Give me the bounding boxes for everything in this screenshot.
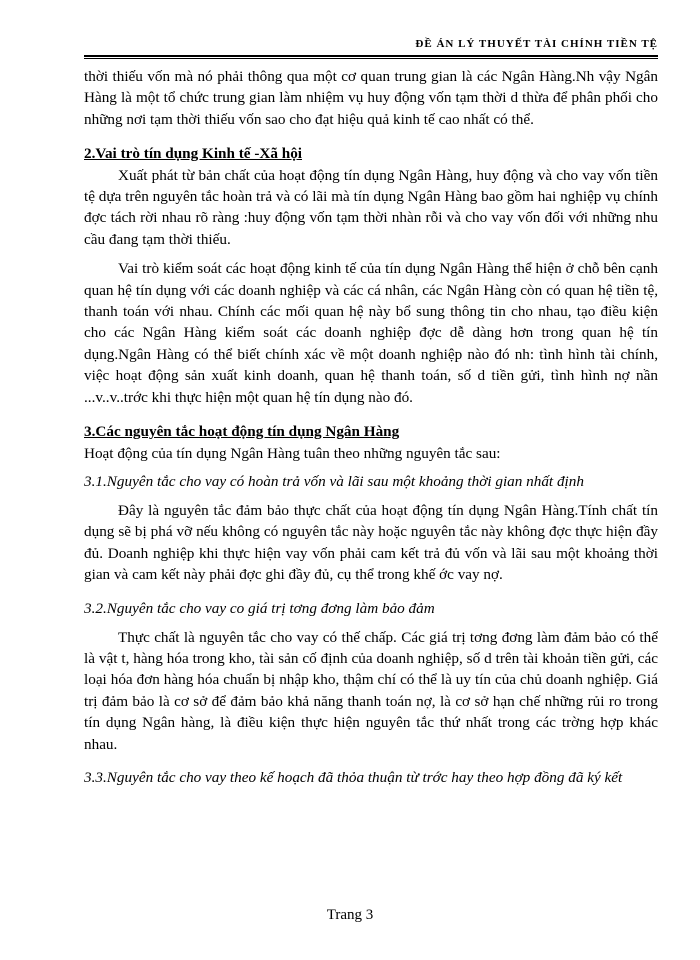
section-3-1-paragraph: Đây là nguyên tắc đảm bảo thực chất của hoạt động tín dụng Ngân Hàng.Tính chất tín dụng sẽ bị phá vỡ nếu không có nguyên tắc này hoặc nguyên tắc này không đợc thực hiện đầy đủ. Doanh nghiệp khi thực hiện vay vốn phải cam kết trả đủ vốn và lãi sau một khoảng thời gian và cam kết này phải đợc ghi đầy đủ, cụ thể trong khế ớc vay nợ. xyxy=(84,501,658,584)
section-3-3-heading: 3.3.Nguyên tắc cho vay theo kế hoạch đã thỏa thuận từ trớc hay theo hợp đồng đã ký kết xyxy=(84,768,623,786)
section-2-paragraph-2: Vai trò kiểm soát các hoạt động kinh tế của tín dụng Ngân Hàng thể hiện ở chỗ bên cạnh quan hệ tín dụng với các doanh nghiệp và các cá nhân, các Ngân Hàng còn có quan hệ tiền tệ, thanh toán với nhau. Chính các mối quan hệ này bổ sung thông tin cho nhau, tạo điều kiện cho các Ngân Hàng kiểm soát các doanh nghiệp đợc dễ dàng hơn trong quan hệ tín dụng.Ngân Hàng có thể biết chính xác về một doanh nghiệp nào đó nh: tình hình tài chính, việc hoạt động sản xuất kinh doanh, quan hệ thanh toán, số d tiền gửi, tình hình nợ nần ...v..v..trớc khi thực hiện một quan hệ tín dụng nào đó. xyxy=(84,260,658,406)
section-3-2-heading: 3.2.Nguyên tắc cho vay co giá trị tơng đơng làm bảo đảm xyxy=(84,599,435,617)
section-3-heading: 3.Các nguyên tắc hoạt động tín dụng Ngân Hàng xyxy=(84,423,400,441)
section-2-heading: 2.Vai trò tín dụng Kinh tế -Xã hội xyxy=(84,145,303,163)
section-2-paragraph-1: Xuất phát từ bản chất của hoạt động tín dụng Ngân Hàng, huy động và cho vay vốn tiền tệ dựa trên nguyên tắc hoàn trả và có lãi mà tín dụng Ngân Hàng bao gồm hai nghiệp vụ chính đợc tách rời nhau rõ ràng :huy động vốn tạm thời nhàn rỗi và cho vay vốn đối với những nhu cầu đang tạm thời thiếu. xyxy=(84,166,658,248)
intro-paragraph: thời thiếu vốn mà nó phải thông qua một cơ quan trung gian là các Ngân Hàng.Nh vậy Ngân Hàng là một tổ chức trung gian làm nhiệm vụ huy động vốn tạm thời d thừa để phân phối cho những nơi tạm thời thiếu vốn sao cho đạt hiệu quả kinh tế cao nhất có thể. xyxy=(84,68,658,128)
section-3-1-heading: 3.1.Nguyên tắc cho vay có hoàn trả vốn và lãi sau một khoảng thời gian nhất định xyxy=(84,472,584,490)
page-body xyxy=(84,66,658,788)
header-rule xyxy=(84,55,658,59)
section-3-intro: Hoạt động của tín dụng Ngân Hàng tuân theo những nguyên tắc sau: xyxy=(84,444,501,462)
section-3-2-paragraph: Thực chất là nguyên tắc cho vay có thế chấp. Các giá trị tơng đơng làm đảm bảo có thể là vật t, hàng hóa trong kho, tài sản cố định của doanh nghiệp, số d trên tài khoản tiền gửi, các loại hóa đơn hàng hóa chuẩn bị nhập kho, thậm chí có thể là uy tín của chủ doanh nghiệp. Giá trị đảm bảo là cơ sở để đảm bảo khả năng thanh toán nợ, là cơ sở hạn chế những rủi ro trong tín dụng Ngân hàng, là điều kiện thực hiện nguyên tắc thứ nhất trong các trờng hợp khác nhau. xyxy=(84,628,658,753)
page-number: Trang 3 xyxy=(326,907,374,923)
running-header: ĐỀ ÁN LÝ THUYẾT TÀI CHÍNH TIỀN TỆ xyxy=(415,38,658,50)
